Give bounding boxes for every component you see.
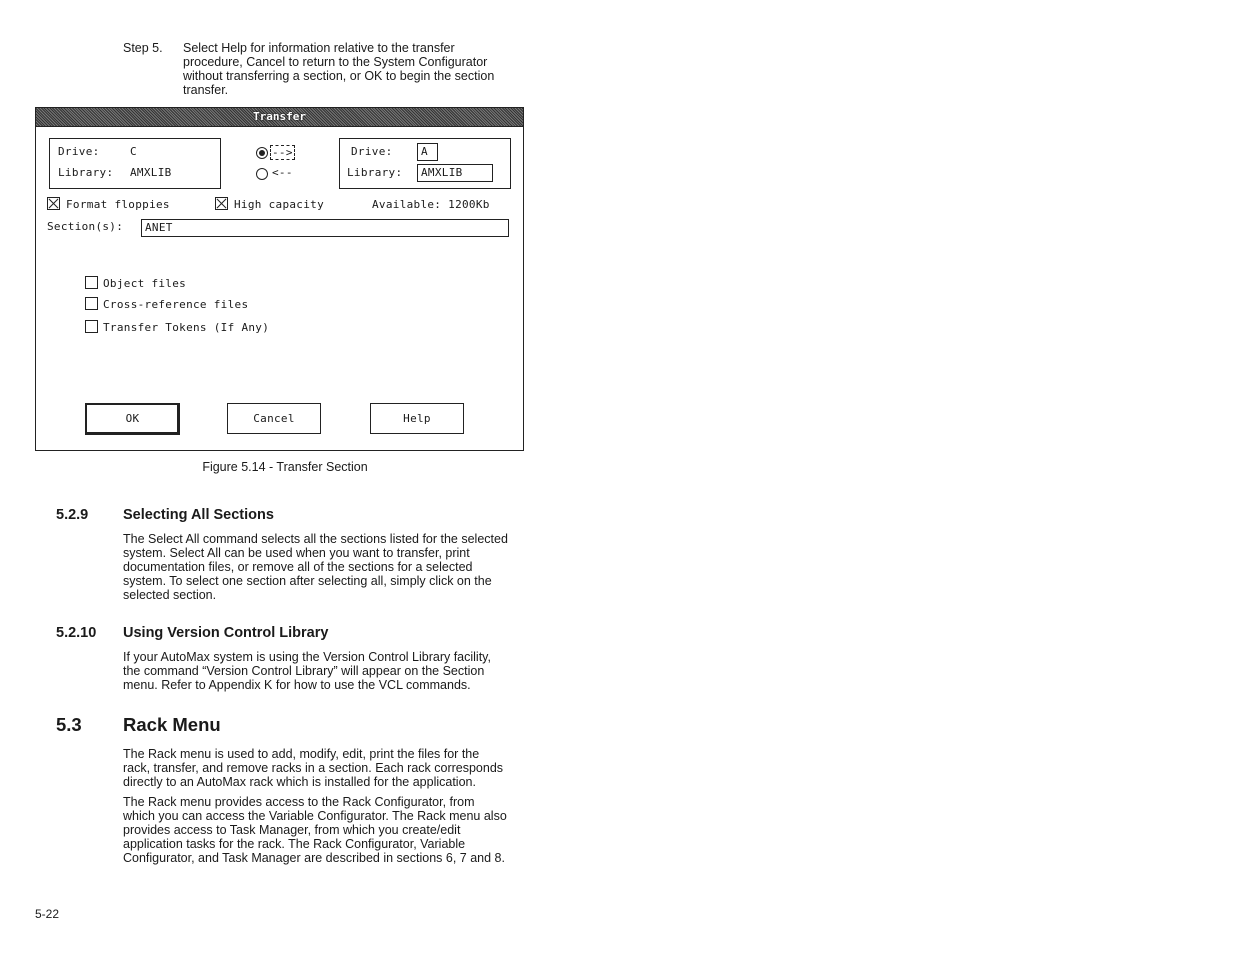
source-library-value[interactable]: AMXLIB <box>130 166 172 179</box>
format-floppies-label[interactable]: Format floppies <box>66 198 170 211</box>
section-number: 5.2.10 <box>56 625 97 641</box>
figure-caption: Figure 5.14 - Transfer Section <box>202 460 368 474</box>
dialog-title: Transfer <box>253 110 306 123</box>
dialog-titlebar[interactable] <box>36 108 523 127</box>
ok-button[interactable]: OK <box>85 403 180 435</box>
cancel-button[interactable]: Cancel <box>227 403 321 434</box>
cross-reference-label[interactable]: Cross-reference files <box>103 298 249 311</box>
destination-panel <box>339 138 511 189</box>
source-panel <box>49 138 221 189</box>
step-label: Step 5. <box>123 41 163 55</box>
section-paragraph: The Rack menu provides access to the Rack Configurator, from which you can access the Variable Configurator. The Rack menu also provides access to Task Manager, from which you create/edit application tasks for the rack. The Rack Configurator, Variable Configurator, and Task Manager are described in sections 6, 7 and 8. <box>123 795 507 865</box>
direction-backward-label[interactable]: <-- <box>272 166 293 179</box>
direction-backward-radio[interactable] <box>256 168 268 180</box>
section-title: Using Version Control Library <box>123 625 329 641</box>
section-title: Rack Menu <box>123 714 221 735</box>
section-number: 5.3 <box>56 714 82 735</box>
section-paragraph: The Rack menu is used to add, modify, edit, print the files for the rack, transfer, and remove racks in a section. Each rack corresponds directly to an AutoMax rack which is installed for the application. <box>123 747 504 789</box>
dest-library-label: Library: <box>347 166 403 179</box>
cross-reference-checkbox[interactable] <box>85 297 98 310</box>
section-paragraph: The Select All command selects all the sections listed for the selected system. Select All can be used when you want to transfer, print documentation files, or remove all of the sections for a selected system. To select one section after selecting all, simply click on the selected section. <box>123 532 508 602</box>
direction-forward-label[interactable]: --> <box>272 146 293 159</box>
direction-forward-radio[interactable] <box>256 147 268 159</box>
transfer-tokens-label[interactable]: Transfer Tokens (If Any) <box>103 321 270 334</box>
source-drive-label: Drive: <box>58 145 100 158</box>
sections-label: Section(s): <box>47 220 124 233</box>
source-drive-value[interactable]: C <box>130 145 137 158</box>
high-capacity-checkbox[interactable] <box>215 197 228 210</box>
high-capacity-label[interactable]: High capacity <box>234 198 324 211</box>
section-number: 5.2.9 <box>56 507 89 523</box>
transfer-dialog <box>35 107 524 451</box>
available-space: Available: 1200Kb <box>372 198 490 211</box>
step-text: Select Help for information relative to the transfer procedure, Cancel to return to the System Configurator without transferring a section, or OK to begin the section transfer. <box>183 41 495 97</box>
sections-input[interactable]: ANET <box>141 219 509 237</box>
help-button[interactable]: Help <box>370 403 464 434</box>
page-number: 5-22 <box>35 907 60 921</box>
transfer-tokens-checkbox[interactable] <box>85 320 98 333</box>
object-files-label[interactable]: Object files <box>103 277 187 290</box>
format-floppies-checkbox[interactable] <box>47 197 60 210</box>
section-paragraph: If your AutoMax system is using the Version Control Library facility, the command “Version Control Library” will appear on the Section menu. Refer to Appendix K for how to use the VCL commands. <box>123 650 491 692</box>
source-library-label: Library: <box>58 166 114 179</box>
dest-drive-input[interactable]: A <box>417 143 438 161</box>
dest-library-input[interactable]: AMXLIB <box>417 164 493 182</box>
object-files-checkbox[interactable] <box>85 276 98 289</box>
section-title: Selecting All Sections <box>123 507 274 523</box>
dest-drive-label: Drive: <box>351 145 393 158</box>
